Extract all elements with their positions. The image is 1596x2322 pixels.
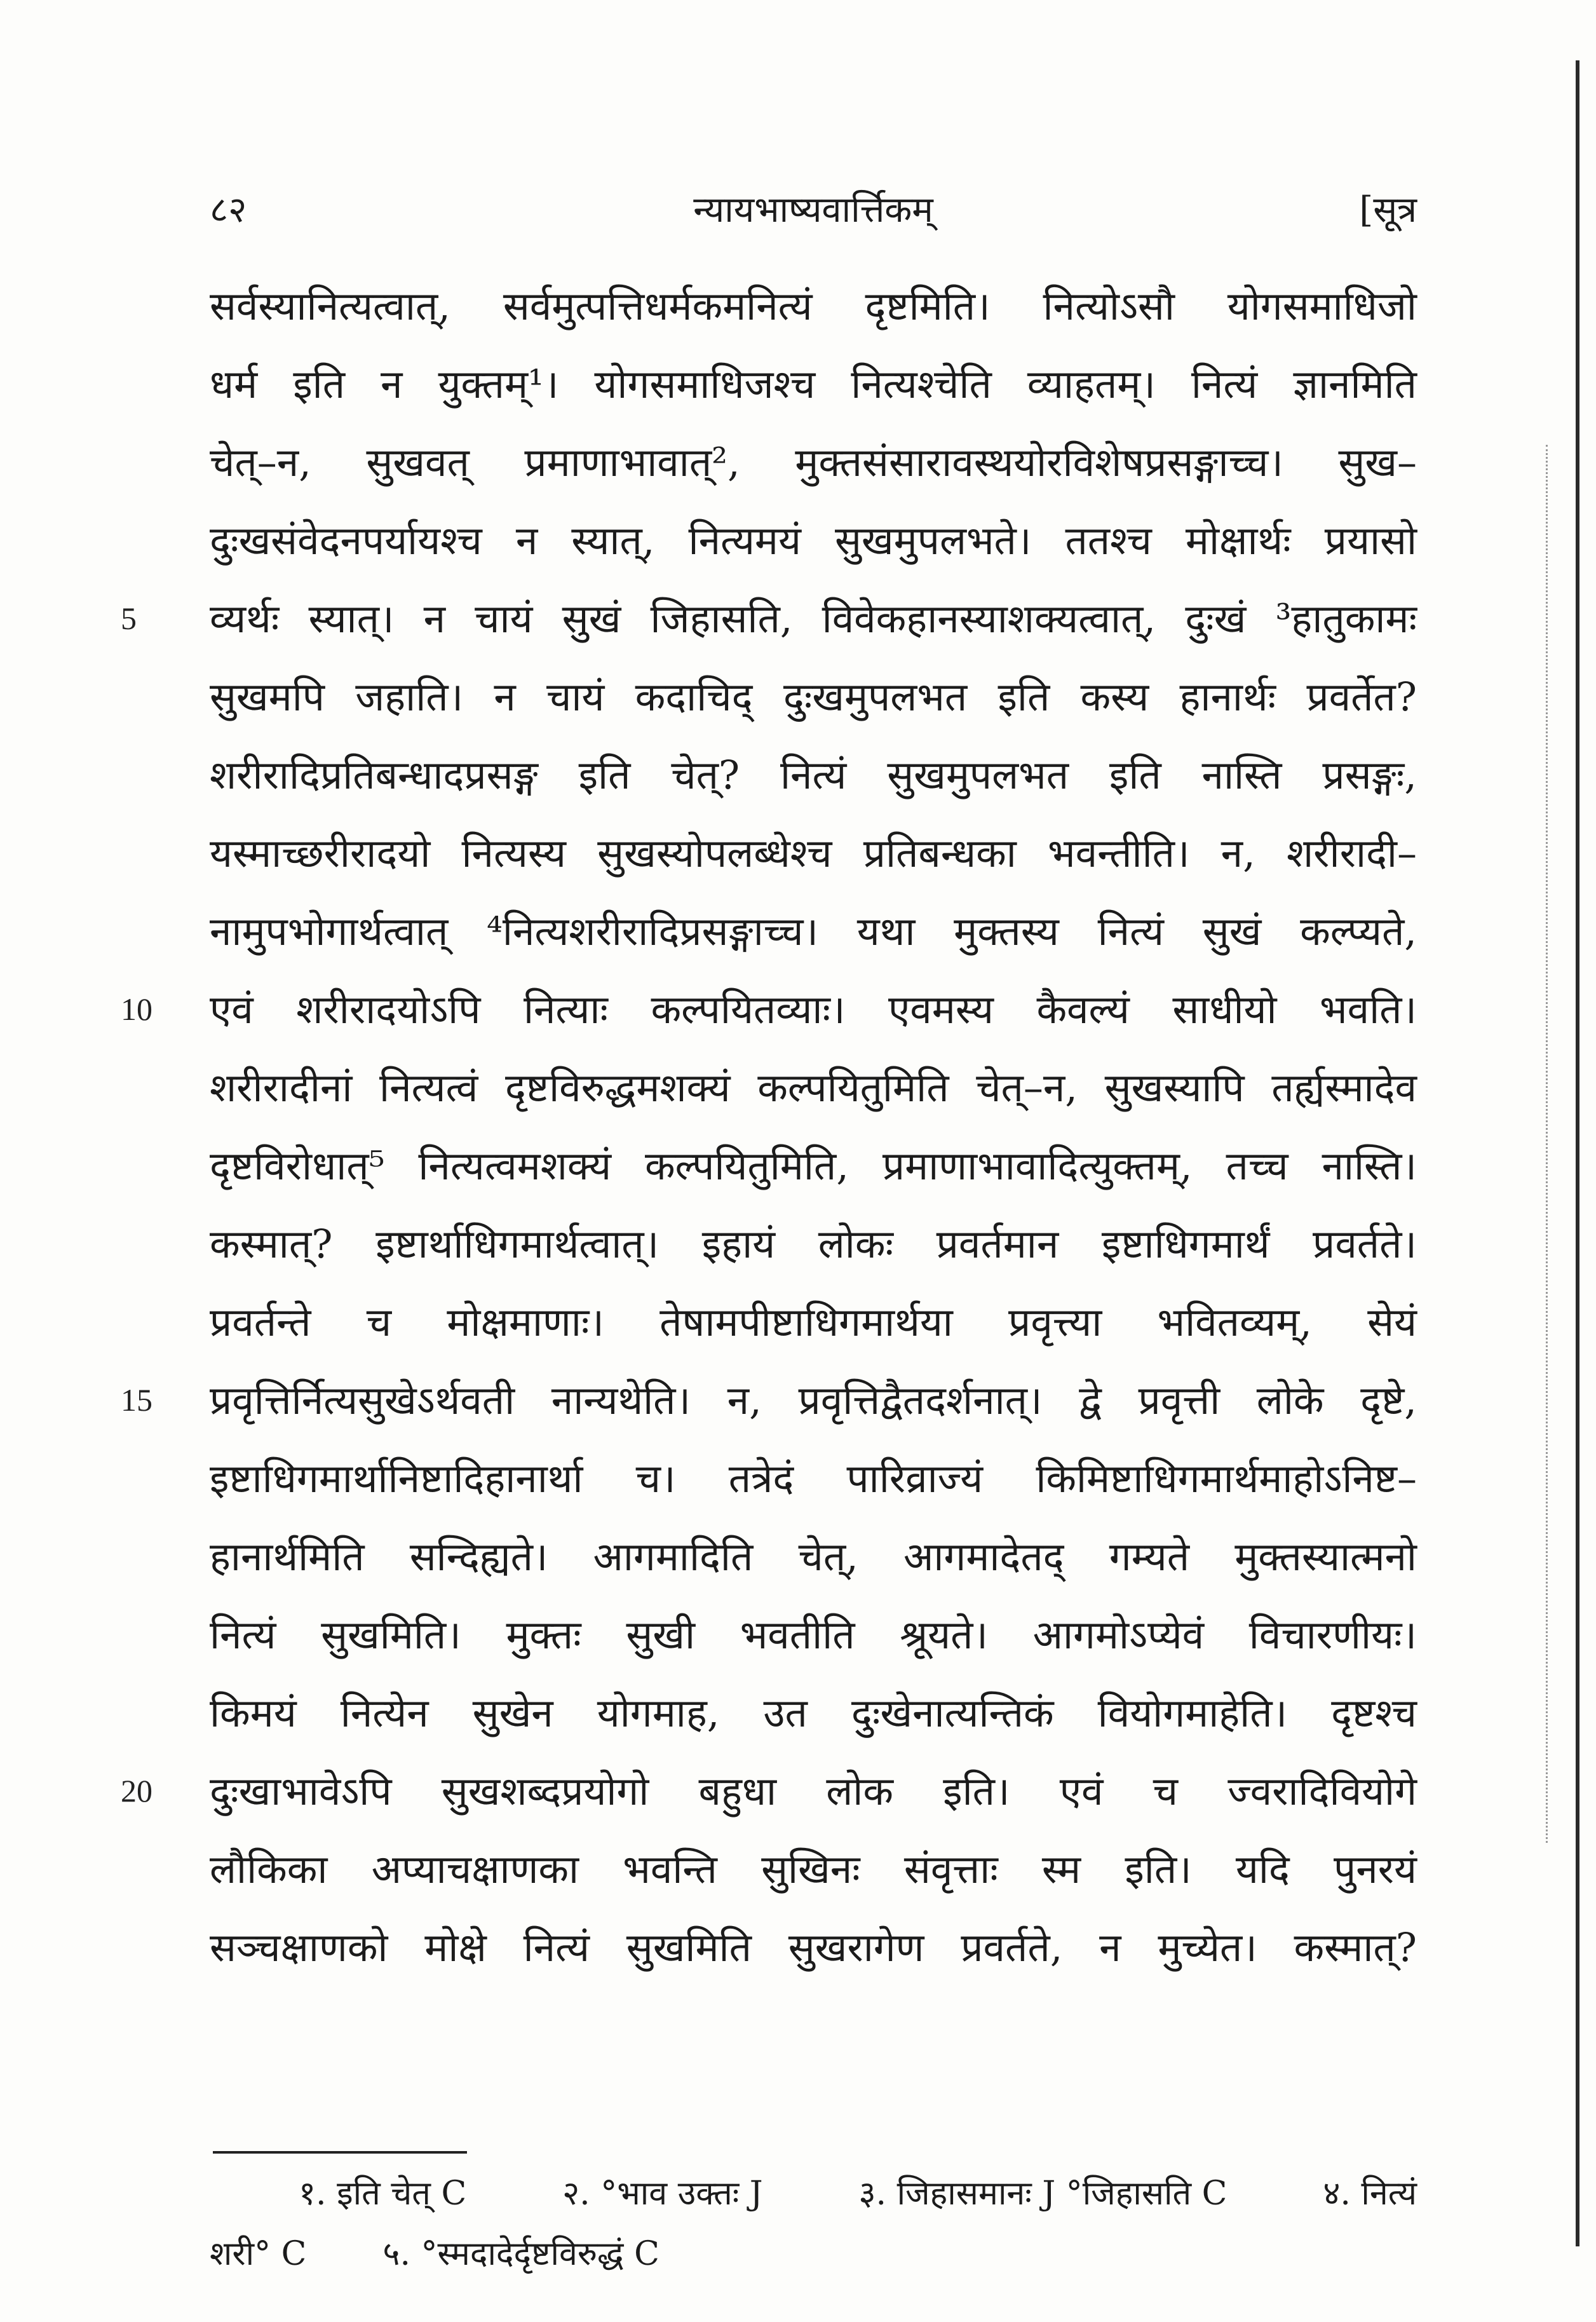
text-line xyxy=(210,1439,1417,1517)
line-text: सुखमपि जहाति। न चायं कदाचिद् दुःखमुपलभत इति कस्य हानार्थः प्रवर्तेत? xyxy=(210,674,1417,720)
line-text: इष्टाधिगमार्थानिष्टादिहानार्था च। तत्रेदं पारिव्राज्यं किमिष्टाधिगमार्थमाहोऽनिष्ट– xyxy=(210,1455,1417,1502)
line-text: सञ्चक्षाणको मोक्षे नित्यं सुखमिति सुखरागेण प्रवर्तते, न मुच्येत। कस्मात्? xyxy=(210,1924,1417,1971)
page-edge-dotted-line xyxy=(1546,445,1550,1843)
line-text: व्यर्थः स्यात्। न चायं सुखं जिहासति, विवेकहानस्याशक्यत्वात्, दुःखं ³हातुकामः xyxy=(210,595,1417,642)
text-line xyxy=(210,892,1417,970)
line-text: शरीरादिप्रतिबन्धादप्रसङ्ग इति चेत्? नित्यं सुखमुपलभत इति नास्ति प्रसङ्गः, xyxy=(210,752,1417,798)
text-line xyxy=(210,1049,1417,1127)
text-line xyxy=(210,1830,1417,1908)
text-line xyxy=(210,1127,1417,1205)
line-text: प्रवृत्तिर्नित्यसुखेऽर्थवती नान्यथेति। न, प्रवृत्तिद्वैतदर्शनात्। द्वे प्रवृत्ती लोके दृष्टे, xyxy=(210,1377,1417,1423)
line-text: किमयं नित्येन सुखेन योगमाह, उत दुःखेनात्यन्तिकं वियोगमाहेति। दृष्टश्च xyxy=(210,1690,1417,1736)
text-line xyxy=(121,970,1417,1049)
text-line xyxy=(210,814,1417,892)
line-text: दुःखाभावेऽपि सुखशब्दप्रयोगो बहुधा लोक इति। एवं च ज्वरादिवियोगे xyxy=(210,1768,1417,1814)
text-line xyxy=(210,1205,1417,1283)
footnote-row-2 xyxy=(210,2224,1417,2285)
line-text: नित्यं सुखमिति। मुक्तः सुखी भवतीति श्रूयते। आगमोऽप्येवं विचारणीयः। xyxy=(210,1612,1417,1658)
text-line xyxy=(210,1596,1417,1674)
footnote-row-1 xyxy=(210,2164,1417,2224)
line-text: यस्माच्छरीरादयो नित्यस्य सुखस्योपलब्धेश्च प्रतिबन्धका भवन्तीति। न, शरीरादी– xyxy=(210,830,1417,876)
text-line xyxy=(121,1361,1417,1439)
line-text: कस्मात्? इष्टार्थाधिगमार्थत्वात्। इहायं लोकः प्रवर्तमान इष्टाधिगमार्थं प्रवर्तते। xyxy=(210,1221,1417,1267)
line-text: प्रवर्तन्ते च मोक्षमाणाः। तेषामपीष्टाधिगमार्थया प्रवृत्त्या भवितव्यम्, सेयं xyxy=(210,1299,1417,1345)
text-line xyxy=(121,580,1417,658)
text-line xyxy=(210,345,1417,423)
page-edge-line xyxy=(1576,60,1579,2246)
text-line xyxy=(210,1517,1417,1596)
text-line xyxy=(210,1283,1417,1361)
line-text: धर्म इति न युक्तम्¹। योगसमाधिजश्च नित्यश्चेति व्याहतम्। नित्यं ज्ञानमिति xyxy=(210,361,1417,407)
line-number: 5 xyxy=(121,601,137,636)
line-text: नामुपभोगार्थत्वात् ⁴नित्यशरीरादिप्रसङ्गाच्च। यथा मुक्तस्य नित्यं सुखं कल्प्यते, xyxy=(210,908,1417,954)
footnote-item: ४. नित्यं xyxy=(1323,2175,1417,2213)
main-text xyxy=(121,267,1417,1986)
line-text: एवं शरीरादयोऽपि नित्याः कल्पयितव्याः। एवमस्य कैवल्यं साधीयो भवति। xyxy=(210,986,1417,1033)
text-line xyxy=(210,658,1417,736)
line-number: 10 xyxy=(121,991,152,1027)
footnote-item: २. °भाव उक्तः J xyxy=(562,2175,763,2213)
line-text: सर्वस्यानित्यत्वात्, सर्वमुत्पत्तिधर्मकमनित्यं दृष्टमिति। नित्योऽसौ योगसमाधिजो xyxy=(210,283,1417,329)
footnote-item: शरी° C xyxy=(210,2235,307,2273)
footnotes xyxy=(210,2164,1417,2285)
text-line xyxy=(210,423,1417,501)
footnote-item: ५. °स्मदादेर्दृष्टविरुद्धं C xyxy=(382,2235,659,2273)
page-number: ८२ xyxy=(210,189,247,231)
footnote-rule xyxy=(213,2151,467,2154)
text-line xyxy=(210,1674,1417,1752)
line-text: दृष्टविरोधात्⁵ नित्यत्वमशक्यं कल्पयितुमिति, प्रमाणाभावादित्युक्तम्, तच्च नास्ति। xyxy=(210,1143,1417,1189)
text-line xyxy=(210,1908,1417,1986)
text-line xyxy=(121,1752,1417,1830)
line-text: हानार्थमिति सन्दिह्यते। आगमादिति चेत्, आगमादेतद् गम्यते मुक्तस्यात्मनो xyxy=(210,1533,1417,1580)
text-line xyxy=(210,736,1417,814)
line-text: दुःखसंवेदनपर्यायश्च न स्यात्, नित्यमयं सुखमुपलभते। ततश्च मोक्षार्थः प्रयासो xyxy=(210,517,1417,564)
footnote-item: ३. जिहासमानः J °जिहासति C xyxy=(858,2175,1227,2213)
line-number: 15 xyxy=(121,1382,152,1418)
line-number: 20 xyxy=(121,1773,152,1809)
line-text: शरीरादीनां नित्यत्वं दृष्टविरुद्धमशक्यं कल्पयितुमिति चेत्–न, सुखस्यापि तर्ह्यस्मादेव xyxy=(210,1064,1417,1111)
page-header xyxy=(210,184,1417,254)
footnote-item: १. इति चेत् C xyxy=(299,2175,467,2213)
running-title: न्यायभाष्यवार्त्तिकम् xyxy=(693,189,933,231)
line-text: चेत्–न, सुखवत् प्रमाणाभावात्², मुक्तसंसारावस्थयोरविशेषप्रसङ्गाच्च। सुख– xyxy=(210,439,1417,485)
text-line xyxy=(210,501,1417,580)
section-label: [सूत्र xyxy=(1359,189,1417,231)
text-line xyxy=(210,267,1417,345)
line-text: लौकिका अप्याचक्षाणका भवन्ति सुखिनः संवृत्ताः स्म इति। यदि पुनरयं xyxy=(210,1846,1417,1892)
